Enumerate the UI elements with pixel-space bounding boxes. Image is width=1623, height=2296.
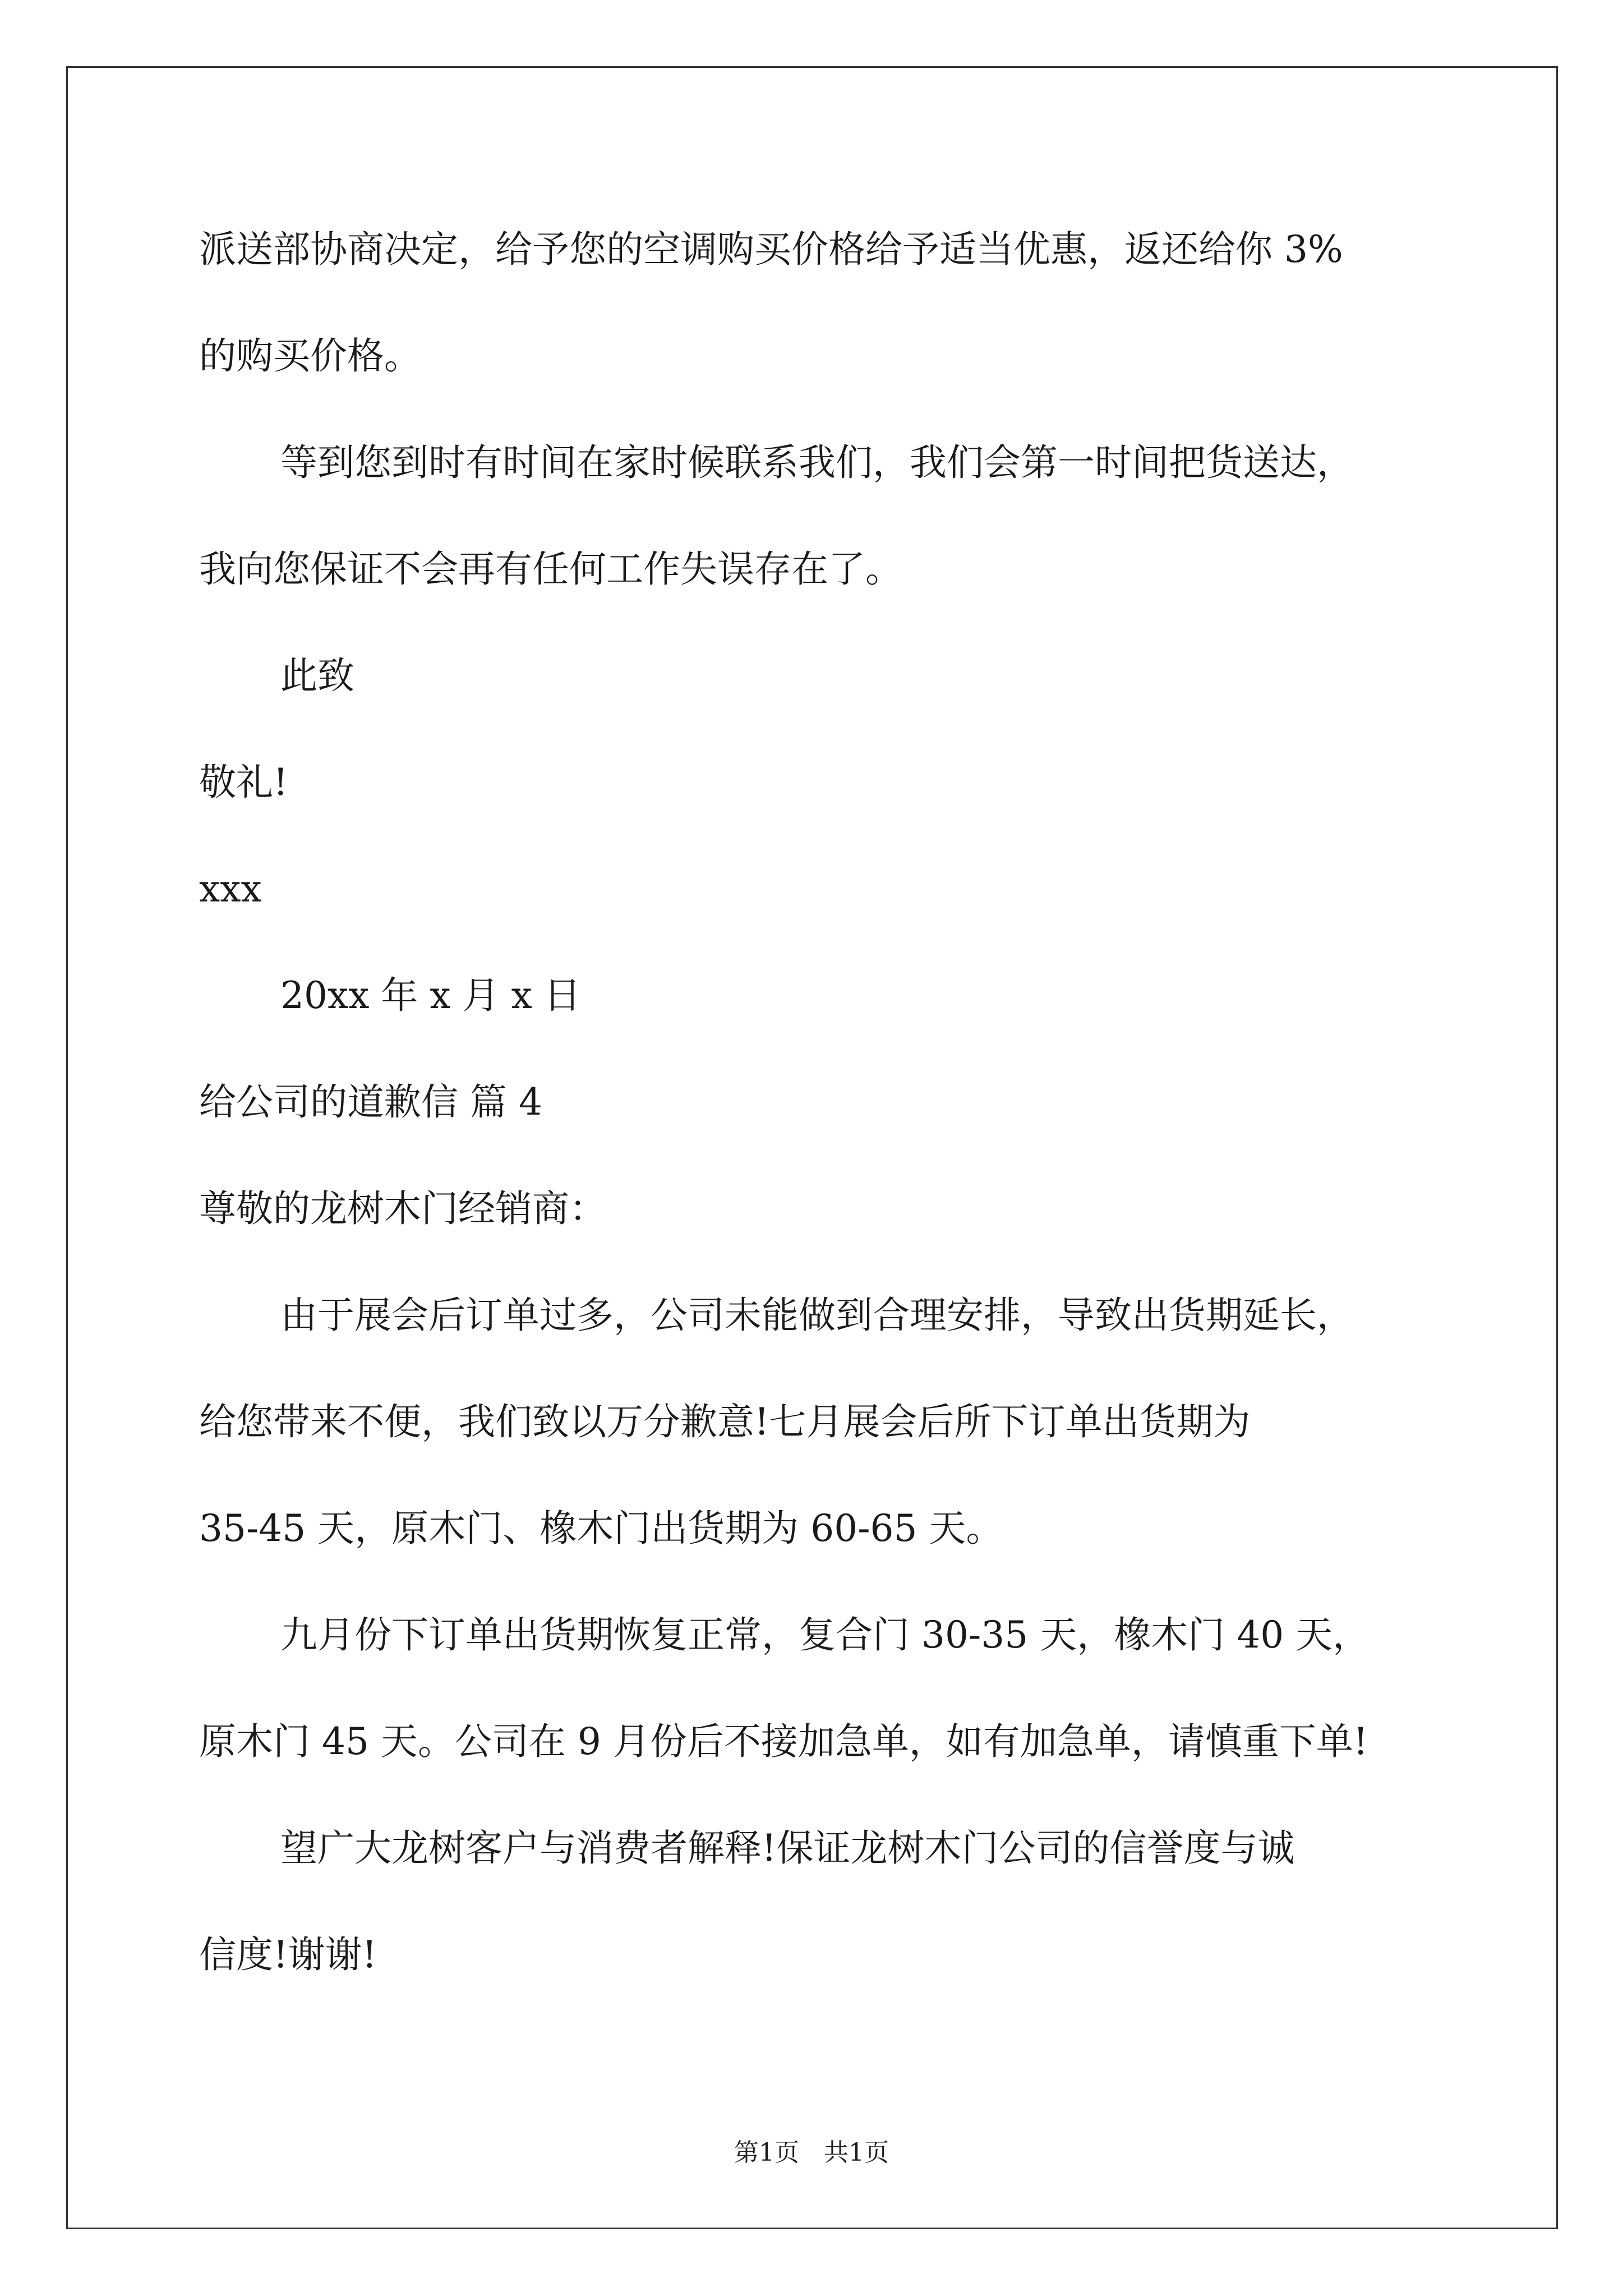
body-line-5: 由于展会后订单过多，公司未能做到合理安排，导致出货期延长， [280, 1294, 1354, 1337]
section-heading: 给公司的道歉信 篇 4 [199, 1080, 542, 1124]
body-line-9: 原木门 45 天。公司在 9 月份后不接加急单，如有加急单，请慎重下单! [199, 1720, 1368, 1763]
body-line-11: 信度!谢谢! [199, 1933, 377, 1976]
body-line-4: 我向您保证不会再有任何工作失误存在了。 [199, 547, 902, 591]
page-footer: 第1页 共1页 [734, 2138, 889, 2167]
closing-regards: 敬礼! [199, 761, 288, 804]
body-line-7: 35-45 天，原木门、橡木门出货期为 60-65 天。 [199, 1507, 1003, 1550]
body-line-2: 的购买价格。 [199, 334, 421, 378]
signature-date: 20xx 年 x 月 x 日 [280, 974, 581, 1017]
letter-greeting: 尊敬的龙树木门经销商： [199, 1187, 606, 1230]
closing-salutation: 此致 [280, 654, 354, 697]
page-border [66, 66, 1558, 2229]
body-line-8: 九月份下订单出货期恢复正常，复合门 30-35 天，橡木门 40 天， [280, 1613, 1370, 1657]
body-line-1: 派送部协商决定，给予您的空调购买价格给予适当优惠，返还给你 3% [199, 228, 1343, 271]
body-line-6: 给您带来不便，我们致以万分歉意!七月展会后所下订单出货期为 [199, 1400, 1251, 1443]
body-line-10: 望广大龙树客户与消费者解释!保证龙树木门公司的信誉度与诚 [280, 1826, 1295, 1870]
signature-name: xxx [199, 867, 262, 910]
body-line-3: 等到您到时有时间在家时候联系我们，我们会第一时间把货送达， [280, 441, 1354, 484]
